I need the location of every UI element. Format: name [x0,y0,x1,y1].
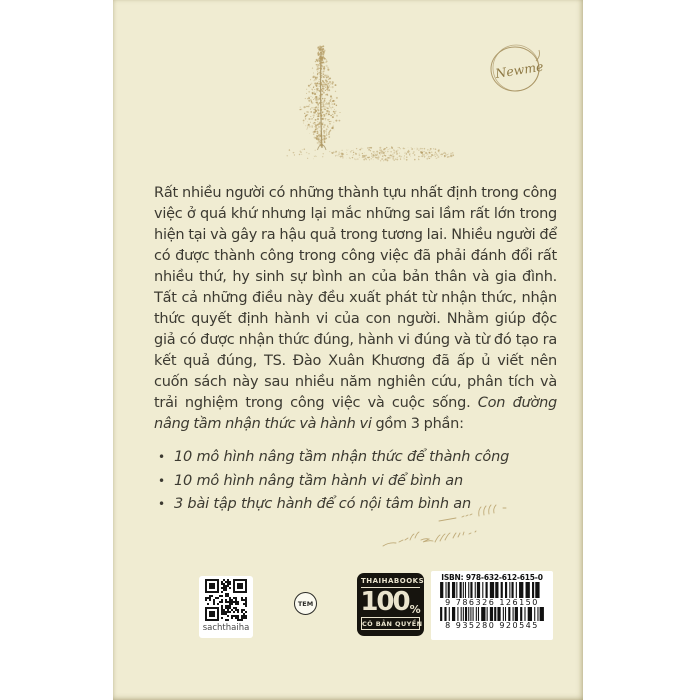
tem-label: TEM [297,599,314,608]
ean-number-bottom: 8 935280 920545 [445,621,539,630]
isbn-barcode-label [431,571,553,640]
tree-foliage-and-shadow [287,45,455,161]
bullet-dot: • [158,497,165,511]
stamp-tagline: CÓ BẢN QUYỀN [361,617,420,630]
back-cover-text-block [154,183,557,517]
tem-stamp [294,592,317,615]
isbn-number: ISBN: 978-632-612-615-0 [441,573,543,582]
stamp-percent-sign: % [409,603,421,616]
list-item [154,446,557,470]
book-title-italic: Con đường nâng tầm nhận thức và hành vi [154,395,557,432]
logo-text: Newme [494,58,545,82]
stamp-percent-number: 100 [360,587,409,617]
newme-logo [485,37,549,101]
book-back-cover [113,0,583,700]
qr-code [205,579,247,621]
qr-code-label [199,576,253,638]
barcode-bottom [439,607,545,621]
qr-caption: sachthaiha [202,623,250,633]
bullet-dot: • [158,473,165,488]
stamp-percent [361,589,420,615]
barcode-top [439,582,545,598]
ean-number-top: 9 786326 126150 [445,598,539,607]
description-tail: gồm 3 phần: [371,416,464,432]
stamp-brand: THAIHABOOKS [361,577,420,588]
tree-sketch-svg [281,42,468,169]
bullet-label: 10 mô hình nâng tầm nhận thức để thành công [174,449,510,465]
description-paragraph [154,183,557,435]
list-item [154,470,557,494]
publisher-copyright-stamp [357,573,424,636]
description-body: Rất nhiều người có những thành tựu nhất định trong công việc ở quá khứ nhưng lại mắc những sai lầm rất lớn trong hiện tại và gây ra hậu quả trong tương lai. Nhiều người để có được thành công trong công việc đã phải đánh đổi rất nhiều thứ, hy sinh sự bình an của bản thân và gia đình. Tất cả những điều này đều xuất phát từ nhận thức, nhận thức quyết định hành vi của con người. Nhằm giúp độc giả có được nhận thức đúng, hành vi đúng và từ đó tạo ra kết quả đúng, TS. Đào Xuân Khương đã ấp ủ viết nên cuốn sách này sau nhiều năm nghiên cứu, phân tích và trải nghiệm trong công việc và cuộc sống. [154,185,557,411]
tree-sketch-illustration [281,42,468,169]
pencil-scribbles-sketch [381,503,533,553]
bullet-label: 3 bài tập thực hành để có nội tâm bình an [174,496,471,512]
bullet-dot: • [158,450,165,464]
bullet-label: 10 mô hình nâng tầm hành vi để bình an [174,472,463,489]
